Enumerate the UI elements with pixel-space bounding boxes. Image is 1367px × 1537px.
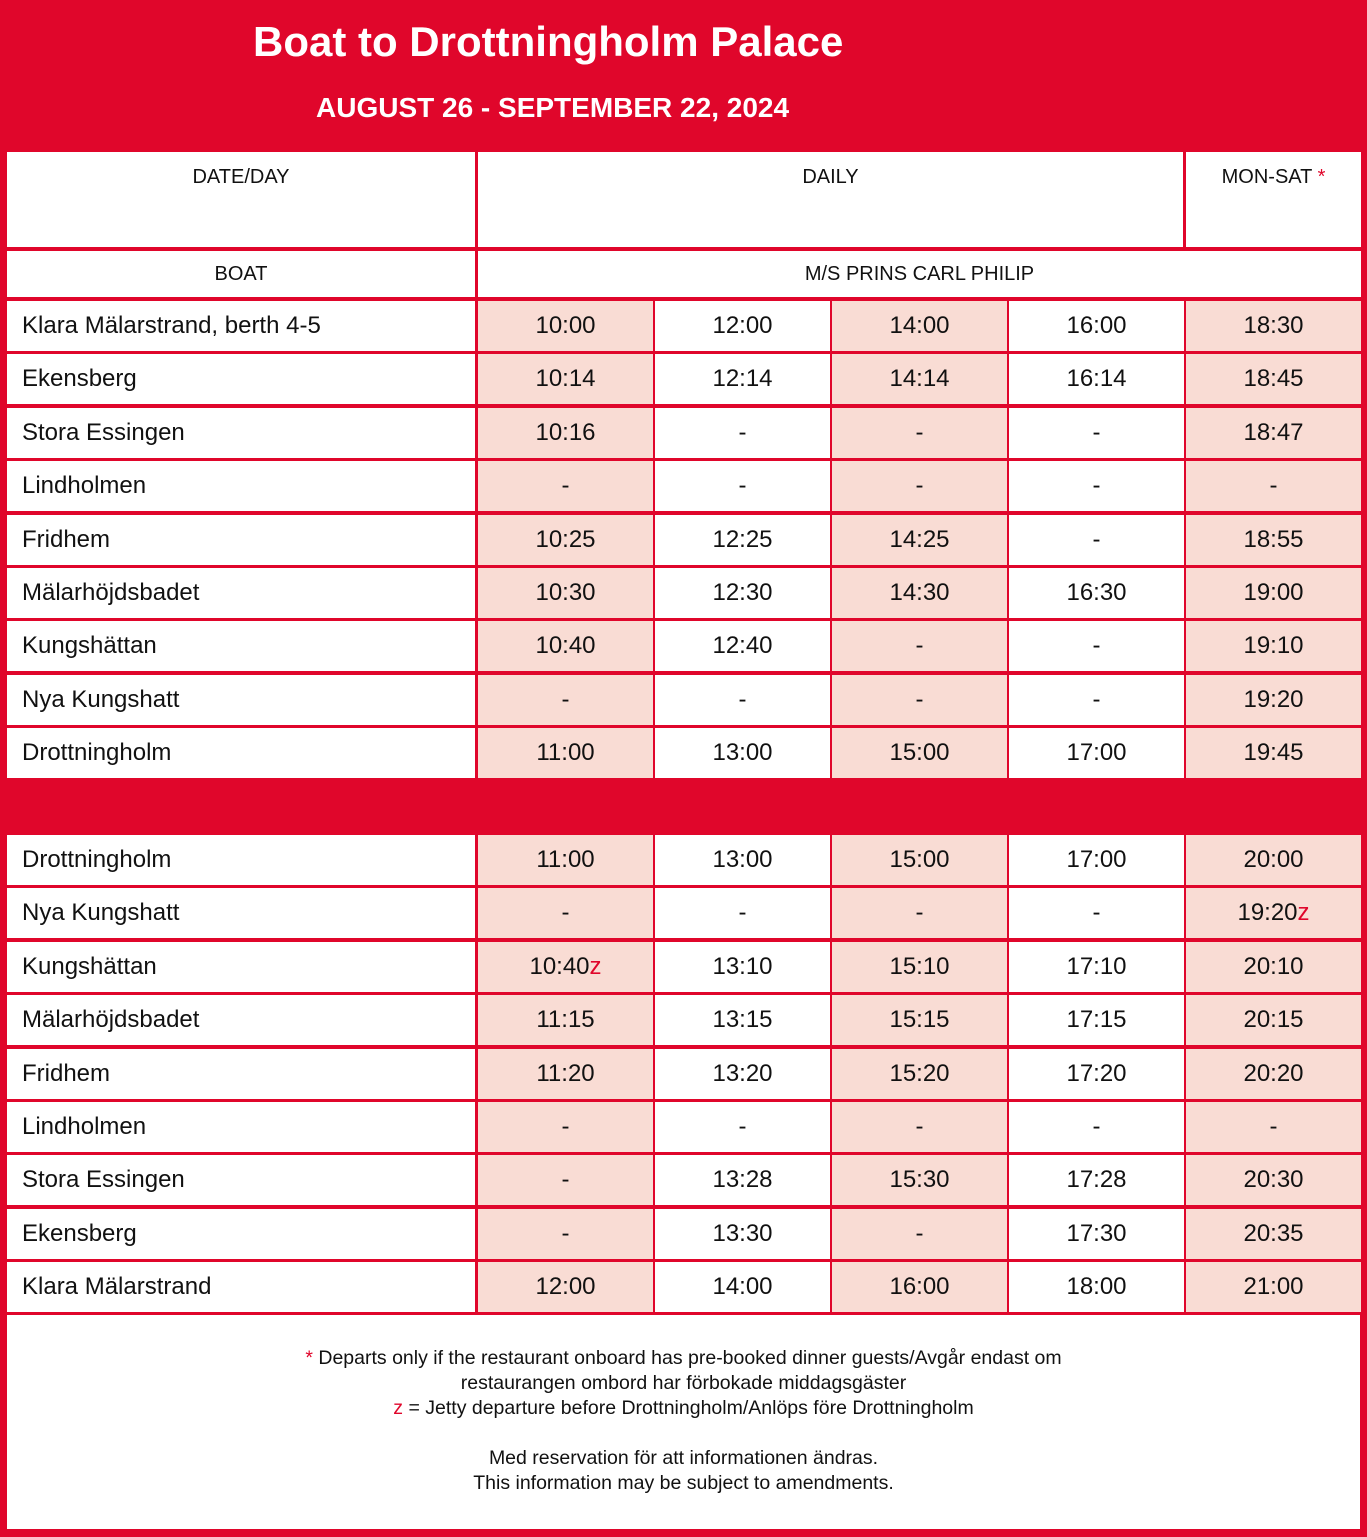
time-value: 13:15 [712,1006,773,1033]
time-value: 12:00 [535,1273,596,1300]
departure-time [478,354,653,404]
departure-time [832,301,1007,351]
time-value: 20:00 [1243,846,1304,873]
departure-time [478,835,653,885]
time-value: 11:20 [536,1060,595,1087]
time-value: 13:00 [712,846,773,873]
time-value: - [915,1113,924,1140]
asterisk-mark: * [1317,166,1326,188]
time-value: 10:30 [535,579,596,606]
time-value: - [915,472,924,499]
time-value: 17:28 [1066,1166,1127,1193]
stop-name: Kungshättan [7,942,475,992]
departure-time [1186,621,1361,671]
stop-name: Drottningholm [7,835,475,885]
time-value: - [561,1166,570,1193]
stop-name: Kungshättan [7,621,475,671]
departure-time [832,568,1007,618]
time-value: - [738,899,747,926]
time-value: 17:00 [1066,846,1127,873]
time-value: 13:30 [712,1220,773,1247]
header-date-day: DATE/DAY [7,152,475,247]
stop-name: Drottningholm [7,728,475,778]
note-z-line [7,1396,1360,1421]
time-value: 10:16 [535,419,596,446]
time-value: 11:00 [536,846,595,873]
departure-time [832,835,1007,885]
time-value: 14:25 [889,526,950,553]
time-value: - [561,686,570,713]
time-value: 17:10 [1066,953,1127,980]
time-value: - [738,419,747,446]
note-star-text: Departs only if the restaurant onboard has pre-booked dinner guests/Avgår endast om [318,1347,1062,1369]
time-value: 18:47 [1243,419,1304,446]
time-value: - [1269,1113,1278,1140]
departure-time [655,1102,830,1152]
departure-time [1009,515,1184,565]
time-value: 20:10 [1243,953,1304,980]
time-value: - [915,686,924,713]
time-value: 14:00 [889,312,950,339]
time-value: 10:00 [535,312,596,339]
departure-time [1186,1262,1361,1312]
departure-time [478,1049,653,1099]
time-value: 10:14 [535,365,596,392]
time-value: 20:20 [1243,1060,1304,1087]
time-value: 19:10 [1243,632,1304,659]
departure-time [1186,942,1361,992]
departure-time [478,1262,653,1312]
departure-time [1009,1102,1184,1152]
departure-time [655,515,830,565]
time-value: 13:28 [712,1166,773,1193]
departure-time [478,888,653,938]
departure-time [832,888,1007,938]
time-value: - [915,419,924,446]
departure-time [1186,461,1361,511]
departure-time [478,568,653,618]
time-value: - [1092,899,1101,926]
time-value: 14:00 [712,1273,773,1300]
time-value: 20:15 [1243,1006,1304,1033]
time-value: 15:00 [889,846,950,873]
time-value: 18:55 [1243,526,1304,553]
departure-time [478,461,653,511]
time-value: 17:00 [1066,739,1127,766]
departure-time [1009,995,1184,1045]
time-value: - [1269,472,1278,499]
time-value: - [1092,686,1101,713]
departure-time [1009,301,1184,351]
stop-name: Klara Mälarstrand [7,1262,475,1312]
departure-time [1009,621,1184,671]
time-value: 18:00 [1066,1273,1127,1300]
time-value: 13:20 [712,1060,773,1087]
stop-name: Stora Essingen [7,1155,475,1205]
departure-time [1009,1049,1184,1099]
time-value: 16:00 [889,1273,950,1300]
time-value: 10:40 [529,953,590,980]
departure-time [832,621,1007,671]
departure-time [478,995,653,1045]
stop-name: Lindholmen [7,1102,475,1152]
time-value: - [738,686,747,713]
z-mark: z [1297,899,1310,926]
departure-time [1009,408,1184,458]
departure-time [1009,461,1184,511]
header-mon-sat-label: MON-SAT [1221,166,1312,188]
departure-time [1186,888,1361,938]
departure-time [478,1155,653,1205]
time-value: - [738,472,747,499]
departure-time [1186,728,1361,778]
stop-name: Mälarhöjdsbadet [7,568,475,618]
time-value: 20:35 [1243,1220,1304,1247]
time-value: 11:15 [536,1006,595,1033]
departure-time [478,515,653,565]
stop-name: Ekensberg [7,354,475,404]
departure-time [832,995,1007,1045]
stop-name: Nya Kungshatt [7,675,475,725]
departure-time [1186,1155,1361,1205]
departure-time [655,995,830,1045]
time-value: 10:40 [535,632,596,659]
time-value: 10:25 [535,526,596,553]
departure-time [655,675,830,725]
departure-time [655,1209,830,1259]
departure-time [832,728,1007,778]
departure-time [1186,301,1361,351]
departure-time [478,301,653,351]
time-value: - [915,899,924,926]
departure-time [1009,835,1184,885]
departure-time [655,1049,830,1099]
departure-time [1009,354,1184,404]
footer-notes [7,1315,1360,1529]
stop-name: Fridhem [7,515,475,565]
departure-time [832,1102,1007,1152]
z-mark: z [589,953,602,980]
time-value: 18:30 [1243,312,1304,339]
departure-time [655,354,830,404]
time-value: 12:40 [712,632,773,659]
note-z-text: = Jetty departure before Drottningholm/Anlöps före Drottningholm [408,1397,974,1419]
time-value: 16:00 [1066,312,1127,339]
time-value: 12:30 [712,579,773,606]
departure-time [655,408,830,458]
stop-name: Ekensberg [7,1209,475,1259]
departure-time [655,888,830,938]
departure-time [832,408,1007,458]
departure-time [1186,675,1361,725]
departure-time [832,354,1007,404]
departure-time [1186,995,1361,1045]
time-value: 20:30 [1243,1166,1304,1193]
note-star-line1 [7,1346,1360,1371]
date-range: AUGUST 26 - SEPTEMBER 22, 2024 [316,92,790,123]
departure-time [478,621,653,671]
time-value: - [561,1113,570,1140]
departure-time [655,568,830,618]
departure-time [655,1262,830,1312]
departure-time [832,942,1007,992]
stop-name: Fridhem [7,1049,475,1099]
stop-name: Klara Mälarstrand, berth 4-5 [7,301,475,351]
time-value: - [561,1220,570,1247]
time-value: - [1092,526,1101,553]
departure-time [478,1102,653,1152]
departure-time [1186,1209,1361,1259]
departure-time [832,1262,1007,1312]
departure-time [1009,1262,1184,1312]
header-boat-label: BOAT [7,251,475,297]
time-value: - [561,899,570,926]
departure-time [478,1209,653,1259]
time-value: 18:45 [1243,365,1304,392]
time-value: 15:00 [889,739,950,766]
time-value: 12:00 [712,312,773,339]
stop-name: Lindholmen [7,461,475,511]
departure-time [1009,1209,1184,1259]
time-value: 19:20 [1243,686,1304,713]
time-value: 19:00 [1243,579,1304,606]
stop-name: Mälarhöjdsbadet [7,995,475,1045]
departure-time [832,1049,1007,1099]
departure-time [832,1155,1007,1205]
departure-time [655,942,830,992]
departure-time [655,621,830,671]
time-value: - [1092,472,1101,499]
z-mark: z [393,1397,404,1419]
time-value: 15:10 [889,953,950,980]
departure-time [478,408,653,458]
departure-time [1009,728,1184,778]
departure-time [1186,1049,1361,1099]
departure-time [832,461,1007,511]
departure-time [1186,568,1361,618]
asterisk-mark: * [305,1347,313,1369]
time-value: 14:14 [889,365,950,392]
departure-time [655,728,830,778]
departure-time [1186,408,1361,458]
time-value: 13:10 [712,953,773,980]
departure-time [832,675,1007,725]
departure-time [478,675,653,725]
time-value: 15:15 [889,1006,950,1033]
time-value: - [915,632,924,659]
time-value: 15:20 [889,1060,950,1087]
time-value: 21:00 [1243,1273,1304,1300]
time-value: 17:20 [1066,1060,1127,1087]
time-value: 12:14 [712,365,773,392]
header-mon-sat [1186,152,1361,247]
stop-name: Nya Kungshatt [7,888,475,938]
time-value: 11:00 [536,739,595,766]
time-value: 17:15 [1066,1006,1127,1033]
departure-time [478,728,653,778]
departure-time [655,301,830,351]
departure-time [478,942,653,992]
time-value: - [915,1220,924,1247]
departure-time [832,1209,1007,1259]
departure-time [655,835,830,885]
departure-time [1009,568,1184,618]
time-value: 19:45 [1243,739,1304,766]
departure-time [655,1155,830,1205]
time-value: 19:20 [1237,899,1298,926]
departure-time [1186,354,1361,404]
departure-time [1009,1155,1184,1205]
disclaimer-en: This information may be subject to amendments. [473,1472,894,1494]
time-value: - [1092,1113,1101,1140]
header-daily: DAILY [478,152,1183,247]
disclaimer-sv: Med reservation för att informationen ändras. [488,1447,879,1469]
time-value: 17:30 [1066,1220,1127,1247]
departure-time [1009,942,1184,992]
time-value: 14:30 [889,579,950,606]
departure-time [832,515,1007,565]
time-value: - [1092,419,1101,446]
time-value: - [561,472,570,499]
note-star-line2: restaurangen ombord har förbokade middagsgäster [460,1372,907,1394]
departure-time [655,461,830,511]
departure-time [1186,835,1361,885]
time-value: - [738,1113,747,1140]
time-value: 12:25 [712,526,773,553]
header-boat-name: M/S PRINS CARL PHILIP [478,251,1361,297]
page-title: Boat to Drottningholm Palace [253,18,844,65]
departure-time [1009,675,1184,725]
stop-name: Stora Essingen [7,408,475,458]
departure-time [1186,515,1361,565]
time-value: 13:00 [712,739,773,766]
departure-time [1009,888,1184,938]
time-value: - [1092,632,1101,659]
time-value: 16:30 [1066,579,1127,606]
time-value: 16:14 [1066,365,1127,392]
departure-time [1186,1102,1361,1152]
time-value: 15:30 [889,1166,950,1193]
